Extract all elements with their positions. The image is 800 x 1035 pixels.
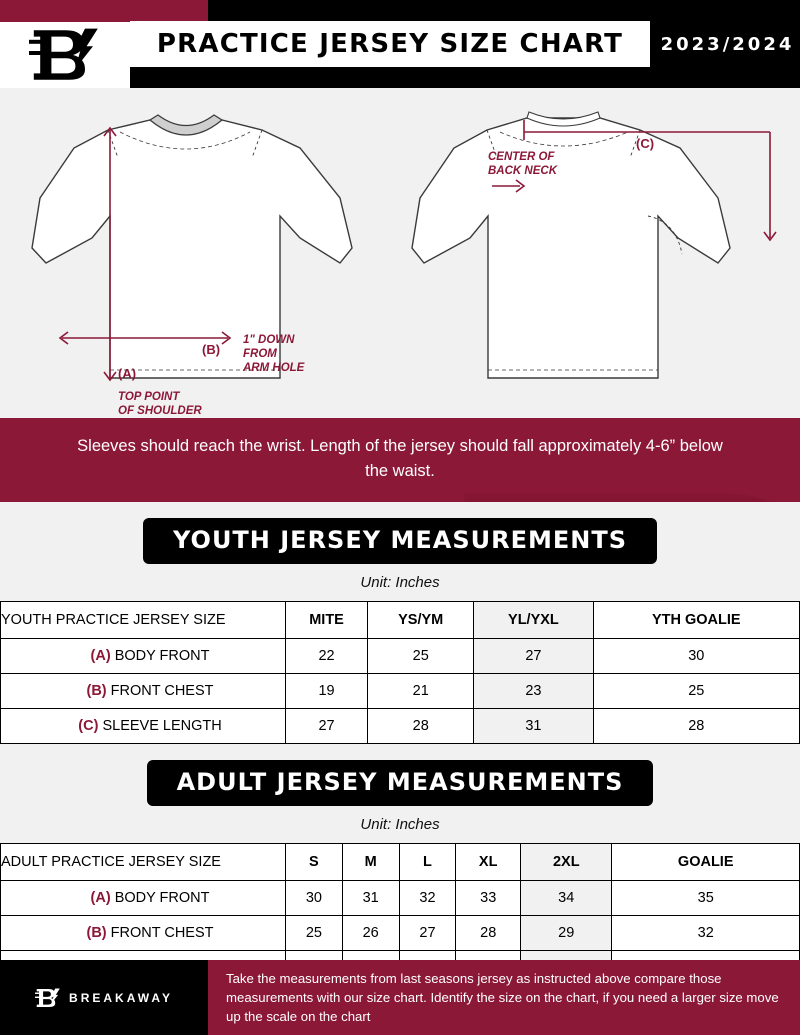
youth-b-goalie: 25 [593, 673, 799, 708]
adult-b-2xl: 29 [521, 915, 612, 950]
adult-unit-label: Unit: Inches [360, 815, 440, 833]
back-marker-c: (C) [636, 136, 655, 151]
back-jersey-drawing [412, 112, 730, 378]
row-tag-b: (B) [86, 682, 107, 699]
youth-a-yl-yxl: 27 [474, 638, 593, 673]
table-row [1, 880, 800, 915]
row-label: SLEEVE LENGTH [102, 717, 222, 734]
marker-b-note-line2: FROM [243, 348, 277, 360]
sleeve-length-note: Sleeves should reach the wrist. Length of the jersey should fall approximately 4-6” below the waist. [0, 418, 800, 502]
adult-row-a-label [1, 880, 286, 915]
adult-row-b-label [1, 915, 286, 950]
youth-c-mite: 27 [286, 708, 368, 743]
adult-b-s: 25 [286, 915, 343, 950]
adult-b-l: 27 [399, 915, 456, 950]
youth-a-goalie: 30 [593, 638, 799, 673]
youth-row-a-label [1, 638, 286, 673]
jersey-diagram-svg [0, 88, 800, 418]
youth-section-title: YOUTH JERSEY MEASUREMENTS [143, 518, 657, 564]
footer-instructions: Take the measurements from last seasons jersey as instructed above compare those measurements with our size chart. Identify the size on the chart, if you need a larger size move up the scale on the chart [208, 960, 800, 1035]
youth-col-yth-goalie: YTH GOALIE [593, 601, 799, 638]
youth-section [0, 502, 800, 744]
row-tag-c: (C) [78, 717, 99, 734]
row-tag-a: (A) [90, 647, 111, 664]
youth-b-ys-ym: 21 [368, 673, 474, 708]
page-footer [0, 960, 800, 1035]
adult-a-m: 31 [342, 880, 399, 915]
adult-a-2xl: 34 [521, 880, 612, 915]
youth-header-label: YOUTH PRACTICE JERSEY SIZE [1, 601, 286, 638]
adult-a-s: 30 [286, 880, 343, 915]
adult-col-m: M [342, 843, 399, 880]
footer-brand-name: BREAKAWAY [69, 990, 173, 1005]
row-label: BODY FRONT [114, 889, 210, 906]
youth-col-yl-yxl: YL/YXL [474, 601, 593, 638]
youth-b-mite: 19 [286, 673, 368, 708]
adult-col-l: L [399, 843, 456, 880]
youth-c-ys-ym: 28 [368, 708, 474, 743]
center-back-neck-line1: CENTER OF [488, 151, 555, 163]
youth-row-c-label [1, 708, 286, 743]
header-title-box [130, 21, 650, 67]
adult-a-xl: 33 [456, 880, 521, 915]
table-header-row [1, 843, 800, 880]
header-logo [0, 22, 130, 88]
page-header [0, 0, 800, 88]
marker-a-note-line1: TOP POINT [118, 391, 180, 403]
header-year: 2023/2024 [660, 33, 795, 55]
adult-b-xl: 28 [456, 915, 521, 950]
breakaway-b-logo-icon [28, 27, 102, 83]
adult-col-s: S [286, 843, 343, 880]
row-tag-a: (A) [90, 889, 111, 906]
page-title: PRACTICE JERSEY SIZE CHART [156, 29, 624, 59]
row-tag-b: (B) [86, 924, 107, 941]
youth-col-ys-ym: YS/YM [368, 601, 474, 638]
adult-a-l: 32 [399, 880, 456, 915]
youth-a-mite: 22 [286, 638, 368, 673]
breakaway-b-logo-icon [35, 983, 61, 1013]
adult-b-goalie: 32 [612, 915, 800, 950]
adult-a-goalie: 35 [612, 880, 800, 915]
row-label: FRONT CHEST [110, 924, 214, 941]
adult-section-title: ADULT JERSEY MEASUREMENTS [147, 760, 654, 806]
table-header-row [1, 601, 800, 638]
adult-col-xl: XL [456, 843, 521, 880]
youth-c-yl-yxl: 31 [474, 708, 593, 743]
youth-unit-label: Unit: Inches [360, 573, 440, 591]
marker-a-note-line2: OF SHOULDER [118, 405, 202, 417]
row-label: FRONT CHEST [110, 682, 214, 699]
youth-b-yl-yxl: 23 [474, 673, 593, 708]
adult-b-m: 26 [342, 915, 399, 950]
youth-a-ys-ym: 25 [368, 638, 474, 673]
youth-c-goalie: 28 [593, 708, 799, 743]
adult-header-label: ADULT PRACTICE JERSEY SIZE [1, 843, 286, 880]
table-row [1, 915, 800, 950]
adult-col-2xl: 2XL [521, 843, 612, 880]
youth-col-mite: MITE [286, 601, 368, 638]
row-label: BODY FRONT [114, 647, 210, 664]
marker-b-note-line3: ARM HOLE [243, 362, 305, 374]
adult-section [0, 744, 800, 986]
center-back-neck-line2: BACK NECK [488, 165, 557, 177]
youth-measurements-table [0, 601, 800, 744]
table-row [1, 638, 800, 673]
jersey-illustration [0, 88, 800, 418]
header-accent-block [0, 0, 208, 22]
table-row [1, 708, 800, 743]
front-marker-b: (B) [202, 342, 221, 357]
youth-row-b-label [1, 673, 286, 708]
table-row [1, 673, 800, 708]
marker-b-note-line1: 1" DOWN [243, 334, 295, 346]
front-marker-a: (A) [118, 366, 137, 381]
adult-col-goalie: GOALIE [612, 843, 800, 880]
footer-brand-block [0, 960, 208, 1035]
